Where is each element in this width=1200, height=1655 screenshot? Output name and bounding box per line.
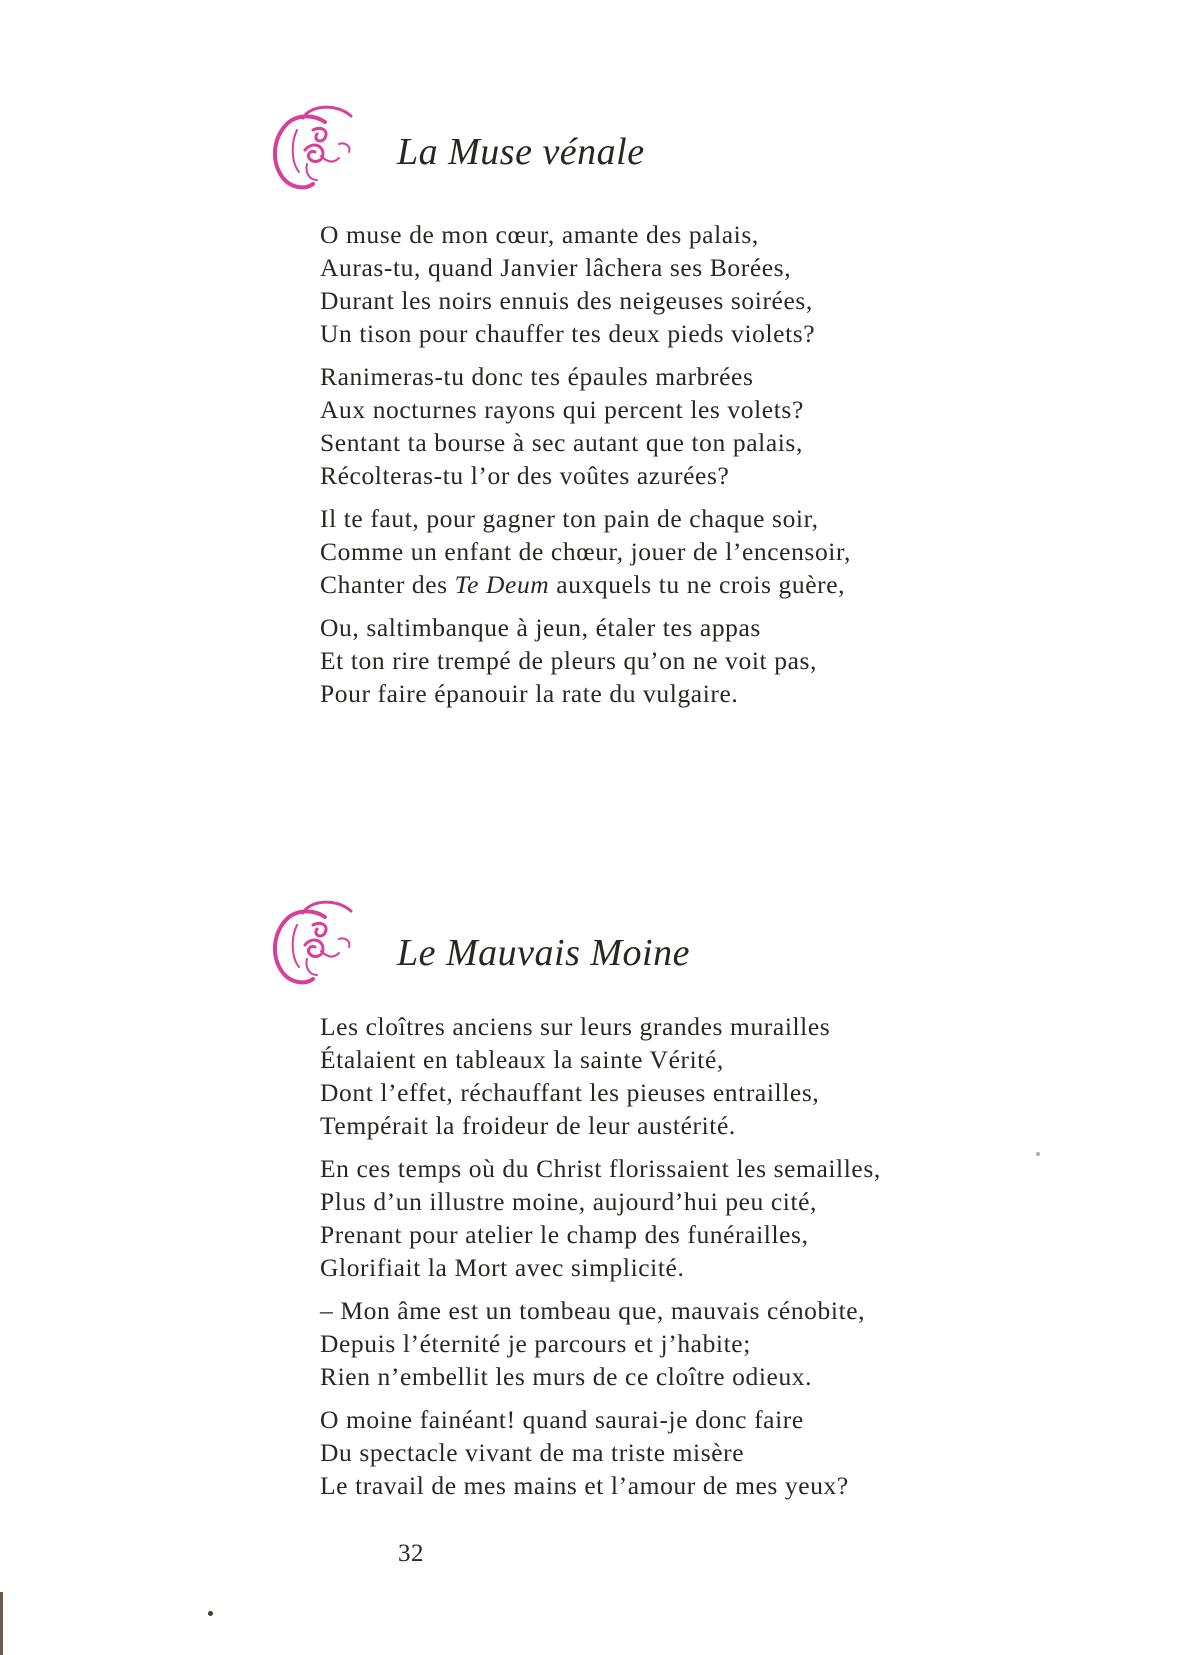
- verse-line: Comme un enfant de chœur, jouer de l’encensoir,: [320, 537, 852, 566]
- verse-line: Depuis l’éternité je parcours et j’habite;: [320, 1329, 751, 1358]
- poem-title: La Muse vénale: [397, 131, 645, 173]
- verse-line: O muse de mon cœur, amante des palais,: [320, 220, 759, 249]
- verse-line: Glorifiait la Mort avec simplicité.: [320, 1253, 685, 1282]
- verse-line: Durant les noirs ennuis des neigeuses soirées,: [320, 286, 813, 315]
- verse-line: Ranimeras-tu donc tes épaules marbrées: [320, 362, 754, 391]
- verse-line: En ces temps où du Christ florissaient les semailles,: [320, 1154, 881, 1183]
- verse-fragment: Chanter des: [320, 570, 455, 599]
- verse-line: Dont l’effet, réchauffant les pieuses entrailles,: [320, 1078, 820, 1107]
- verse-line: Un tison pour chauffer tes deux pieds violets?: [320, 319, 816, 348]
- verse-italic-fragment: Te Deum: [454, 570, 550, 599]
- verse-line: O moine fainéant! quand saurai-je donc faire: [320, 1405, 804, 1434]
- verse-line: Plus d’un illustre moine, aujourd’hui peu cité,: [320, 1187, 818, 1216]
- print-speck: [208, 1611, 213, 1616]
- stanza: [320, 1010, 1040, 1142]
- poem-body: [320, 218, 1040, 720]
- page-number: 32: [398, 1540, 424, 1567]
- verse-line: Auras-tu, quand Janvier lâchera ses Borées,: [320, 253, 792, 282]
- verse-line: Prenant pour atelier le champ des funérailles,: [320, 1220, 809, 1249]
- stanza: [320, 611, 1040, 710]
- verse-line: Du spectacle vivant de ma triste misère: [320, 1438, 745, 1467]
- verse-line: Le travail de mes mains et l’amour de mes yeux?: [320, 1471, 849, 1500]
- verse-line: Et ton rire trempé de pleurs qu’on ne voit pas,: [320, 646, 817, 675]
- calligraphic-flourish-icon: [265, 100, 365, 200]
- poem-body: [320, 1010, 1040, 1512]
- stanza: [320, 1152, 1040, 1284]
- verse-line: Récolteras-tu l’or des voûtes azurées?: [320, 461, 730, 490]
- verse-line: Pour faire épanouir la rate du vulgaire.: [320, 679, 739, 708]
- verse-line: Aux nocturnes rayons qui percent les volets?: [320, 395, 804, 424]
- page-edge-mark: [0, 1592, 3, 1655]
- verse-line: Sentant ta bourse à sec autant que ton palais,: [320, 428, 803, 457]
- verse-line: Les cloîtres anciens sur leurs grandes murailles: [320, 1012, 831, 1041]
- poem-header: [265, 895, 965, 995]
- stanza: [320, 218, 1040, 350]
- poem-header: [265, 100, 965, 200]
- stanza: [320, 360, 1040, 492]
- verse-line: Étalaient en tableaux la sainte Vérité,: [320, 1045, 724, 1074]
- verse-fragment: auxquels tu ne crois guère,: [549, 570, 846, 599]
- calligraphic-flourish-icon: [265, 895, 365, 995]
- stanza: [320, 1403, 1040, 1502]
- verse-line: Rien n’embellit les murs de ce cloître odieux.: [320, 1362, 813, 1391]
- stanza: [320, 502, 1040, 601]
- verse-line: – Mon âme est un tombeau que, mauvais cénobite,: [320, 1296, 866, 1325]
- poem-title: Le Mauvais Moine: [397, 932, 690, 974]
- verse-line: [320, 568, 1040, 601]
- stanza: [320, 1294, 1040, 1393]
- verse-line: Il te faut, pour gagner ton pain de chaque soir,: [320, 504, 819, 533]
- verse-line: Ou, saltimbanque à jeun, étaler tes appas: [320, 613, 761, 642]
- verse-line: Tempérait la froideur de leur austérité.: [320, 1111, 736, 1140]
- print-speck: [1036, 1152, 1040, 1156]
